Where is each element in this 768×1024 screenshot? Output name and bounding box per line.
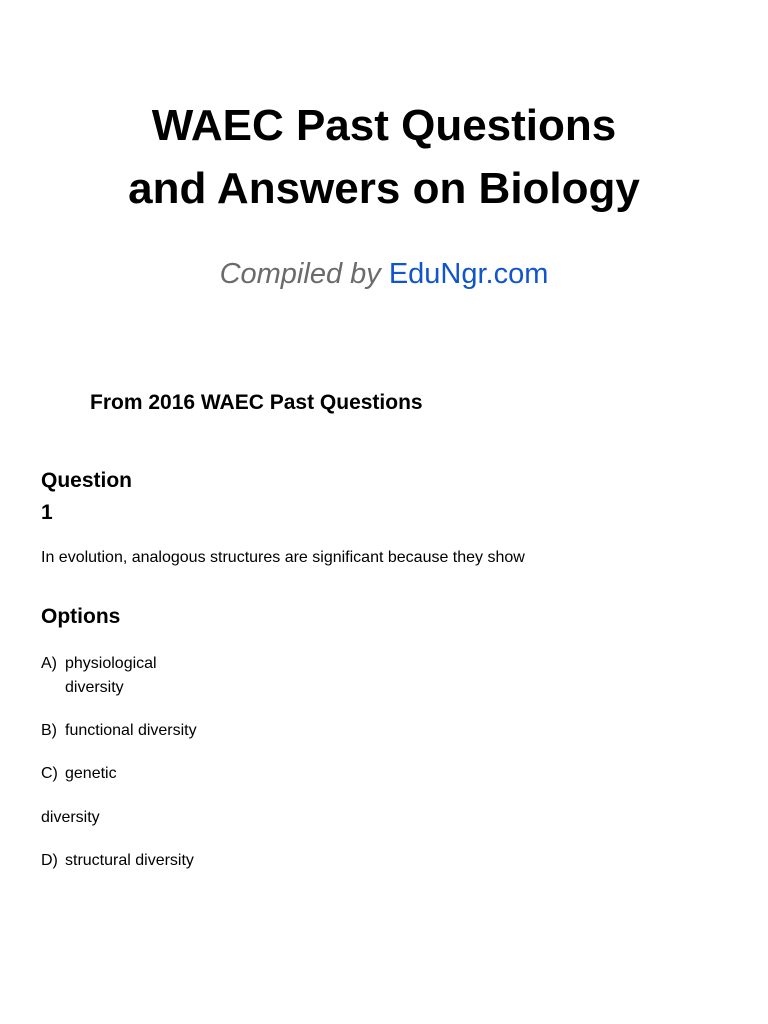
question-text: In evolution, analogous structures are significant because they show xyxy=(41,549,525,566)
option-d-text: structural diversity xyxy=(65,852,194,869)
option-a-text xyxy=(65,652,157,700)
question-label xyxy=(41,465,132,529)
option-d xyxy=(41,849,194,873)
option-a-line-1: physiological xyxy=(65,655,157,672)
option-c xyxy=(41,762,117,786)
options-heading: Options xyxy=(41,605,121,628)
section-heading: From 2016 WAEC Past Questions xyxy=(90,391,423,414)
option-c-letter: C) xyxy=(41,765,58,782)
option-c-text: genetic xyxy=(65,765,117,782)
title-line-2: and Answers on Biology xyxy=(128,164,640,213)
document-title xyxy=(0,94,768,220)
option-b-text: functional diversity xyxy=(65,722,197,739)
edungr-link[interactable]: EduNgr.com xyxy=(388,258,549,290)
option-a xyxy=(41,652,157,700)
option-b xyxy=(41,719,197,743)
option-b-letter: B) xyxy=(41,722,57,739)
question-number: 1 xyxy=(41,501,53,524)
title-line-1: WAEC Past Questions xyxy=(151,101,617,150)
option-a-line-2: diversity xyxy=(65,679,124,696)
compiled-by-line xyxy=(0,256,768,292)
option-d-letter: D) xyxy=(41,852,58,869)
option-c-continuation: diversity xyxy=(41,809,100,826)
question-word: Question xyxy=(41,469,133,492)
compiled-by-prefix: Compiled by xyxy=(219,258,381,290)
option-a-letter: A) xyxy=(41,655,57,672)
